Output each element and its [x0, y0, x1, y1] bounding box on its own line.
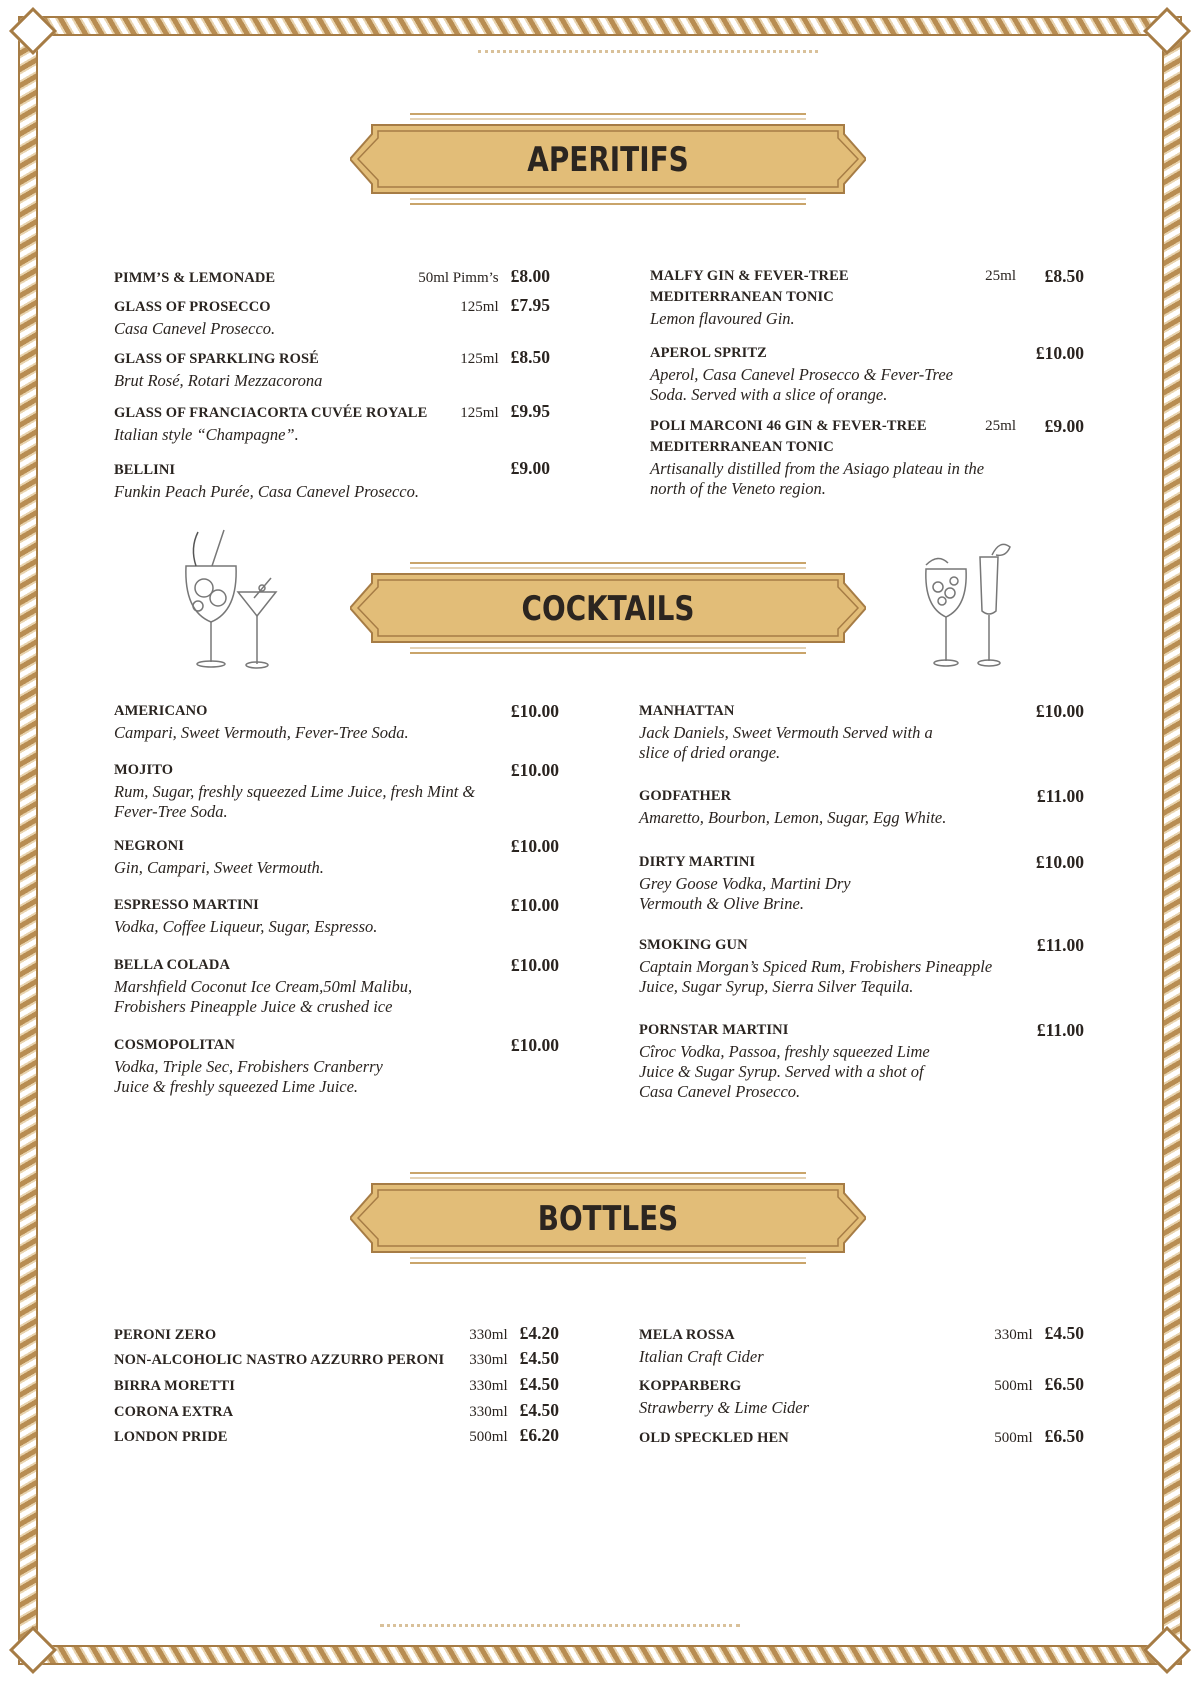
- item-description: Campari, Sweet Vermouth, Fever-Tree Soda.: [114, 723, 409, 742]
- item-name: MOJITO: [114, 762, 174, 778]
- section-title-aperitifs: APERITIFS: [527, 140, 689, 180]
- cocktail-glasses-illustration-left: [176, 526, 290, 672]
- item-description: Casa Canevel Prosecco.: [114, 319, 276, 338]
- menu-item: [114, 266, 550, 289]
- item-price: £10.00: [1035, 343, 1084, 363]
- item-description: Vodka, Triple Sec, Frobishers Cranberry Juice & freshly squeezed Lime Juice.: [114, 1057, 383, 1096]
- menu-item: [639, 852, 1084, 914]
- item-name: PERONI ZERO: [114, 1327, 217, 1343]
- item-name: COSMOPOLITAN: [114, 1037, 235, 1053]
- menu-item: [639, 1426, 1084, 1449]
- menu-item: [114, 1035, 559, 1097]
- item-name: GLASS OF PROSECCO: [114, 299, 271, 315]
- item-description: Grey Goose Vodka, Martini Dry Vermouth & Olive Brine.: [639, 874, 851, 913]
- item-price: £10.00: [510, 760, 559, 780]
- menu-item: [639, 786, 1084, 828]
- item-price: £4.50: [1044, 1323, 1084, 1343]
- item-size: 330ml: [469, 1404, 508, 1420]
- menu-item: [114, 836, 559, 878]
- menu-item: [114, 1400, 559, 1423]
- item-name: MELA ROSSA: [639, 1327, 735, 1343]
- menu-item: [114, 295, 550, 339]
- item-price: £10.00: [510, 836, 559, 856]
- item-description: Lemon flavoured Gin.: [650, 309, 795, 328]
- menu-item: [114, 1348, 559, 1371]
- item-price: £10.00: [510, 701, 559, 721]
- item-name: NON-ALCOHOLIC NASTRO AZZURRO PERONI: [114, 1352, 445, 1368]
- item-description: Gin, Campari, Sweet Vermouth.: [114, 858, 324, 877]
- item-name: GLASS OF FRANCIACORTA CUVÉE ROYALE: [114, 405, 428, 421]
- dotted-divider: [478, 50, 818, 53]
- section-title-cocktails: COCKTAILS: [521, 589, 695, 629]
- menu-item: [639, 935, 1084, 997]
- item-price: £9.00: [510, 458, 550, 478]
- item-price: £11.00: [1036, 935, 1084, 955]
- menu-item: [650, 343, 1084, 405]
- menu-item: [114, 895, 559, 937]
- item-size: 330ml: [994, 1327, 1033, 1343]
- item-price: £10.00: [510, 955, 559, 975]
- item-name: AMERICANO: [114, 703, 208, 719]
- item-description: Italian Craft Cider: [639, 1347, 764, 1366]
- item-name: PORNSTAR MARTINI: [639, 1022, 789, 1038]
- menu-item: [639, 1374, 1084, 1418]
- item-price: £4.50: [519, 1348, 559, 1368]
- item-size: 25ml: [985, 418, 1016, 434]
- item-price: £4.50: [519, 1374, 559, 1394]
- item-description: Artisanally distilled from the Asiago plateau in the north of the Veneto region.: [650, 459, 985, 498]
- item-price: £11.00: [1036, 786, 1084, 806]
- item-size: 500ml: [994, 1378, 1033, 1394]
- item-name: NEGRONI: [114, 838, 184, 854]
- menu-item: [639, 1323, 1084, 1367]
- menu-item: [639, 701, 1084, 763]
- menu-item: [114, 955, 559, 1017]
- item-name: LONDON PRIDE: [114, 1429, 228, 1445]
- rope-border-right: [1162, 18, 1182, 1663]
- item-name: GLASS OF SPARKLING ROSÉ: [114, 351, 319, 367]
- item-description: Funkin Peach Purée, Casa Canevel Prosecco.: [114, 482, 420, 501]
- item-name: POLI MARCONI 46 GIN & FEVER-TREE MEDITERRANEAN TONIC: [650, 418, 927, 455]
- dotted-divider: [380, 1624, 740, 1627]
- cocktails-banner: [350, 561, 866, 655]
- item-price: £6.50: [1044, 1426, 1084, 1446]
- menu-item: [650, 266, 1084, 329]
- aperitifs-banner: [350, 112, 866, 206]
- item-price: £10.00: [510, 895, 559, 915]
- frame-corner: [1143, 7, 1191, 55]
- item-size: 330ml: [469, 1327, 508, 1343]
- item-price: £8.50: [510, 347, 550, 367]
- bottles-banner: [350, 1171, 866, 1265]
- item-name: SMOKING GUN: [639, 937, 748, 953]
- rope-border-top: [18, 16, 1182, 36]
- item-price: £10.00: [1035, 852, 1084, 872]
- item-name: ESPRESSO MARTINI: [114, 897, 259, 913]
- menu-item: [639, 1020, 1084, 1102]
- menu-item: [114, 347, 550, 391]
- item-name: MALFY GIN & FEVER-TREE MEDITERRANEAN TONIC: [650, 268, 849, 305]
- frame-corner: [1143, 1626, 1191, 1674]
- rope-border-left: [18, 18, 38, 1663]
- item-name: GODFATHER: [639, 788, 732, 804]
- item-size: 500ml: [994, 1430, 1033, 1446]
- item-size: 330ml: [469, 1378, 508, 1394]
- item-price: £9.95: [510, 401, 550, 421]
- item-description: Strawberry & Lime Cider: [639, 1398, 810, 1417]
- item-name: APEROL SPRITZ: [650, 345, 767, 361]
- item-name: OLD SPECKLED HEN: [639, 1430, 789, 1446]
- item-name: MANHATTAN: [639, 703, 735, 719]
- frame-corner: [9, 7, 57, 55]
- item-size: 125ml: [460, 299, 499, 315]
- item-description: Aperol, Casa Canevel Prosecco & Fever-Tree Soda. Served with a slice of orange.: [650, 365, 954, 404]
- section-title-bottles: BOTTLES: [537, 1199, 679, 1239]
- menu-item: [114, 1425, 559, 1448]
- cocktail-glasses-illustration-right: [918, 537, 1020, 673]
- item-price: £10.00: [1035, 701, 1084, 721]
- menu-item: [114, 458, 550, 502]
- item-name: BIRRA MORETTI: [114, 1378, 235, 1394]
- menu-item: [114, 1374, 559, 1397]
- item-price: £4.20: [519, 1323, 559, 1343]
- item-description: Amaretto, Bourbon, Lemon, Sugar, Egg White.: [639, 808, 947, 827]
- item-description: Marshfield Coconut Ice Cream,50ml Malibu, Frobishers Pineapple Juice & crushed ice: [114, 977, 413, 1016]
- rope-border-bottom: [18, 1645, 1182, 1665]
- item-size: 125ml: [460, 405, 499, 421]
- item-price: £9.00: [1044, 416, 1084, 436]
- item-name: CORONA EXTRA: [114, 1404, 234, 1420]
- item-name: DIRTY MARTINI: [639, 854, 756, 870]
- item-description: Cîroc Vodka, Passoa, freshly squeezed Lime Juice & Sugar Syrup. Served with a shot of Casa Canevel Prosecco.: [639, 1042, 930, 1101]
- menu-item: [114, 1323, 559, 1346]
- item-price: £6.50: [1044, 1374, 1084, 1394]
- item-price: £7.95: [510, 295, 550, 315]
- item-name: PIMM’S & LEMONADE: [114, 270, 276, 286]
- item-price: £11.00: [1036, 1020, 1084, 1040]
- item-description: Italian style “Champagne”.: [114, 425, 299, 444]
- item-price: £10.00: [510, 1035, 559, 1055]
- item-size: 500ml: [469, 1429, 508, 1445]
- item-name: BELLINI: [114, 462, 176, 478]
- item-price: £8.00: [510, 266, 550, 286]
- item-size: 330ml: [469, 1352, 508, 1368]
- item-size: 50ml Pimm’s: [418, 270, 499, 286]
- item-description: Jack Daniels, Sweet Vermouth Served with a slice of dried orange.: [639, 723, 933, 762]
- item-name: KOPPARBERG: [639, 1378, 742, 1394]
- item-price: £6.20: [519, 1425, 559, 1445]
- item-price: £8.50: [1044, 266, 1084, 286]
- menu-item: [114, 760, 559, 822]
- frame-corner: [9, 1626, 57, 1674]
- item-name: BELLA COLADA: [114, 957, 231, 973]
- item-size: 25ml: [985, 268, 1016, 284]
- item-description: Vodka, Coffee Liqueur, Sugar, Espresso.: [114, 917, 378, 936]
- menu-item: [114, 701, 559, 743]
- item-description: Brut Rosé, Rotari Mezzacorona: [114, 371, 323, 390]
- menu-item: [114, 401, 550, 445]
- item-size: 125ml: [460, 351, 499, 367]
- item-description: Rum, Sugar, freshly squeezed Lime Juice, fresh Mint & Fever-Tree Soda.: [114, 782, 476, 821]
- menu-item: [650, 416, 1084, 499]
- item-price: £4.50: [519, 1400, 559, 1420]
- item-description: Captain Morgan’s Spiced Rum, Frobishers Pineapple Juice, Sugar Syrup, Sierra Silver Tequila.: [639, 957, 993, 996]
